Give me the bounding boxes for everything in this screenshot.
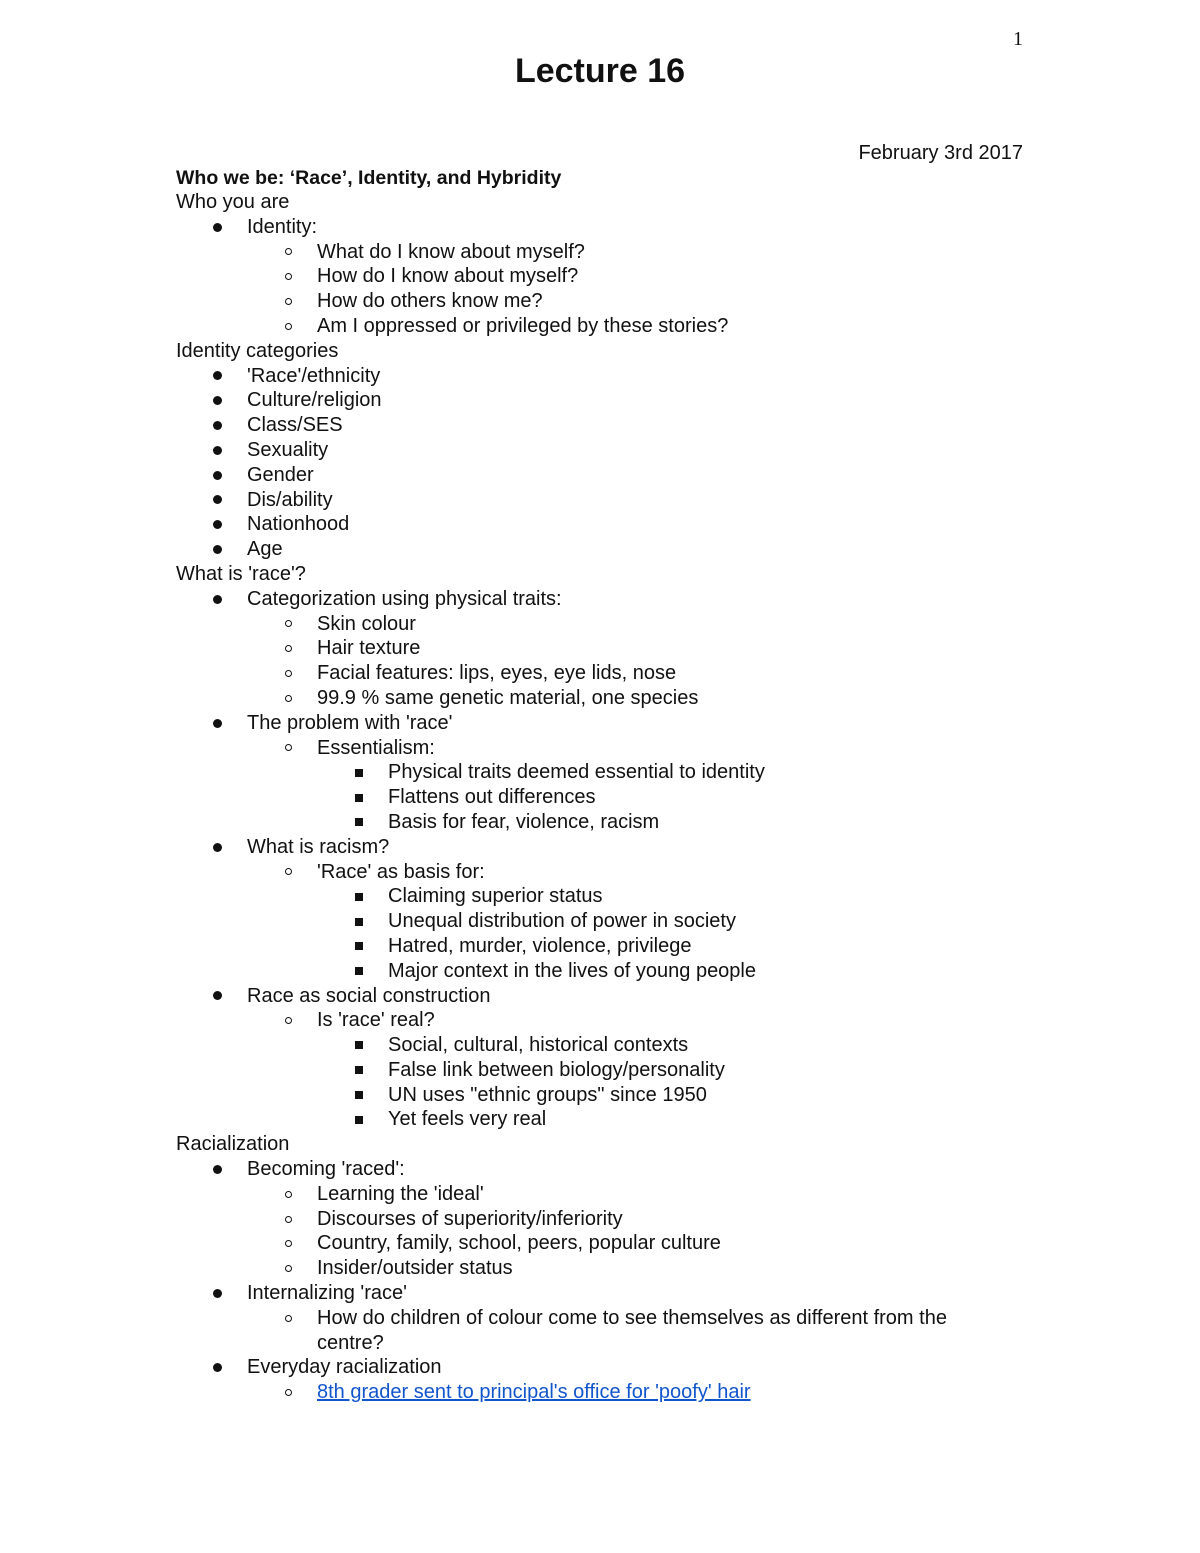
list-item-text: Hair texture — [317, 637, 421, 660]
list-item — [0, 289, 1200, 314]
section-heading — [0, 562, 1200, 587]
list-item — [0, 1182, 1200, 1207]
list-item — [0, 537, 1200, 562]
list-item — [0, 934, 1200, 959]
list-item-text: Essentialism: — [317, 736, 435, 759]
list-item-text: Major context in the lives of young people — [388, 959, 756, 982]
list-item-text: Unequal distribution of power in society — [388, 910, 736, 933]
list-item-text: Physical traits deemed essential to identity — [388, 761, 765, 784]
list-item-text: Nationhood — [247, 513, 350, 536]
bullet-square-icon — [354, 810, 364, 835]
page-number: 1 — [1013, 28, 1023, 50]
list-item — [0, 1083, 1200, 1108]
list-item-text: Categorization using physical traits: — [247, 587, 562, 610]
bullet-dot-icon — [212, 1281, 222, 1306]
list-item-text: 'Race'/ethnicity — [247, 364, 381, 387]
bullet-circle-icon — [283, 612, 293, 637]
list-item-text: Discourses of superiority/inferiority — [317, 1207, 623, 1230]
list-item — [0, 909, 1200, 934]
bullet-dot-icon — [212, 413, 222, 438]
list-item-text: Class/SES — [247, 414, 343, 437]
list-item-text: 'Race' as basis for: — [317, 860, 485, 883]
list-item — [0, 661, 1200, 686]
section-heading — [0, 190, 1200, 215]
lecture-subtitle: Who we be: ‘Race’, Identity, and Hybridity — [176, 167, 562, 189]
lecture-outline — [0, 190, 1200, 1405]
list-item-text: UN uses "ethnic groups" since 1950 — [388, 1083, 707, 1106]
list-item — [0, 388, 1200, 413]
list-item-text: Yet feels very real — [388, 1108, 547, 1131]
list-item — [0, 1231, 1200, 1256]
list-item — [0, 512, 1200, 537]
bullet-square-icon — [354, 959, 364, 984]
bullet-circle-icon — [283, 264, 293, 289]
list-item-text: Claiming superior status — [388, 885, 603, 908]
list-item-text: How do I know about myself? — [317, 265, 579, 288]
list-item-text: How do children of colour come to see themselves as different from the centre? — [317, 1306, 947, 1354]
list-item — [0, 711, 1200, 736]
list-item — [0, 959, 1200, 984]
list-item[interactable] — [0, 1380, 1200, 1405]
list-item-text: Becoming 'raced': — [247, 1158, 405, 1181]
bullet-circle-icon — [283, 860, 293, 885]
list-item — [0, 1033, 1200, 1058]
bullet-square-icon — [354, 760, 364, 785]
list-item — [0, 215, 1200, 240]
bullet-square-icon — [354, 934, 364, 959]
bullet-dot-icon — [212, 711, 222, 736]
list-item-text: The problem with 'race' — [247, 711, 453, 734]
section-heading-text: Racialization — [176, 1133, 290, 1156]
page-title: Lecture 16 — [514, 52, 686, 90]
bullet-circle-icon — [283, 1306, 293, 1331]
list-item — [0, 835, 1200, 860]
list-item-text: Insider/outsider status — [317, 1257, 513, 1280]
bullet-dot-icon — [212, 215, 222, 240]
bullet-square-icon — [354, 1107, 364, 1132]
bullet-square-icon — [354, 1083, 364, 1108]
list-item — [0, 413, 1200, 438]
list-item — [0, 760, 1200, 785]
list-item — [0, 587, 1200, 612]
bullet-dot-icon — [212, 364, 222, 389]
list-item — [0, 612, 1200, 637]
list-item-text: Sexuality — [247, 438, 329, 461]
bullet-circle-icon — [283, 289, 293, 314]
list-item — [0, 488, 1200, 513]
bullet-dot-icon — [212, 1355, 222, 1380]
list-item-text: Skin colour — [317, 612, 416, 635]
list-item-text: Everyday racialization — [247, 1356, 442, 1379]
list-item — [0, 984, 1200, 1009]
bullet-square-icon — [354, 785, 364, 810]
list-item-text: Gender — [247, 463, 314, 486]
section-heading — [0, 1132, 1200, 1157]
bullet-dot-icon — [212, 488, 222, 513]
bullet-dot-icon — [212, 537, 222, 562]
list-item-text: Identity: — [247, 215, 318, 238]
list-item — [0, 364, 1200, 389]
list-item-text: Is 'race' real? — [317, 1009, 435, 1032]
bullet-dot-icon — [212, 463, 222, 488]
section-heading — [0, 339, 1200, 364]
list-item — [0, 1107, 1200, 1132]
list-item — [0, 1207, 1200, 1232]
list-item — [0, 860, 1200, 885]
section-heading-text: Who you are — [176, 191, 290, 213]
list-item-text: Race as social construction — [247, 984, 491, 1007]
bullet-dot-icon — [212, 984, 222, 1009]
list-item — [0, 240, 1200, 265]
bullet-dot-icon — [212, 835, 222, 860]
list-item — [0, 1355, 1200, 1380]
list-item — [0, 1058, 1200, 1083]
article-link[interactable]: 8th grader sent to principal's office for 'poofy' hair — [317, 1381, 751, 1404]
list-item-text: Facial features: lips, eyes, eye lids, nose — [317, 662, 677, 685]
list-item — [0, 1008, 1200, 1033]
list-item — [0, 1157, 1200, 1182]
bullet-dot-icon — [212, 388, 222, 413]
list-item-text: What do I know about myself? — [317, 240, 585, 263]
bullet-circle-icon — [283, 636, 293, 661]
list-item-text: Dis/ability — [247, 488, 333, 511]
bullet-circle-icon — [283, 1380, 293, 1405]
list-item — [0, 785, 1200, 810]
bullet-dot-icon — [212, 587, 222, 612]
list-item-text: How do others know me? — [317, 290, 543, 313]
list-item — [0, 736, 1200, 761]
bullet-circle-icon — [283, 1256, 293, 1281]
bullet-circle-icon — [283, 686, 293, 711]
section-heading-text: Identity categories — [176, 339, 339, 362]
list-item — [0, 463, 1200, 488]
list-item-text: False link between biology/personality — [388, 1058, 725, 1081]
bullet-square-icon — [354, 909, 364, 934]
list-item — [0, 636, 1200, 661]
list-item-text: Country, family, school, peers, popular culture — [317, 1232, 721, 1255]
list-item-text: 99.9 % same genetic material, one species — [317, 686, 699, 709]
list-item — [0, 264, 1200, 289]
list-item-text: Hatred, murder, violence, privilege — [388, 934, 692, 957]
list-item-text: Culture/religion — [247, 389, 382, 412]
bullet-circle-icon — [283, 1182, 293, 1207]
lecture-date: February 3rd 2017 — [858, 142, 1023, 164]
bullet-circle-icon — [283, 1231, 293, 1256]
list-item — [0, 314, 1200, 339]
list-item — [0, 810, 1200, 835]
list-item-text: Flattens out differences — [388, 786, 596, 809]
bullet-square-icon — [354, 1033, 364, 1058]
list-item — [0, 1281, 1200, 1306]
bullet-square-icon — [354, 884, 364, 909]
bullet-dot-icon — [212, 1157, 222, 1182]
list-item-text: Basis for fear, violence, racism — [388, 810, 660, 833]
bullet-circle-icon — [283, 661, 293, 686]
list-item-text: What is racism? — [247, 835, 390, 858]
list-item — [0, 438, 1200, 463]
list-item-text: Age — [247, 538, 283, 561]
section-heading-text: What is 'race'? — [176, 562, 306, 585]
list-item-text: Social, cultural, historical contexts — [388, 1034, 689, 1057]
list-item — [0, 1306, 1200, 1356]
bullet-circle-icon — [283, 314, 293, 339]
bullet-circle-icon — [283, 1207, 293, 1232]
bullet-dot-icon — [212, 438, 222, 463]
list-item-text: Am I oppressed or privileged by these stories? — [317, 314, 729, 337]
list-item — [0, 884, 1200, 909]
list-item-text: Internalizing 'race' — [247, 1282, 407, 1305]
list-item-text: Learning the 'ideal' — [317, 1182, 484, 1205]
bullet-circle-icon — [283, 736, 293, 761]
bullet-circle-icon — [283, 240, 293, 265]
bullet-square-icon — [354, 1058, 364, 1083]
list-item — [0, 1256, 1200, 1281]
bullet-dot-icon — [212, 512, 222, 537]
bullet-circle-icon — [283, 1008, 293, 1033]
list-item — [0, 686, 1200, 711]
